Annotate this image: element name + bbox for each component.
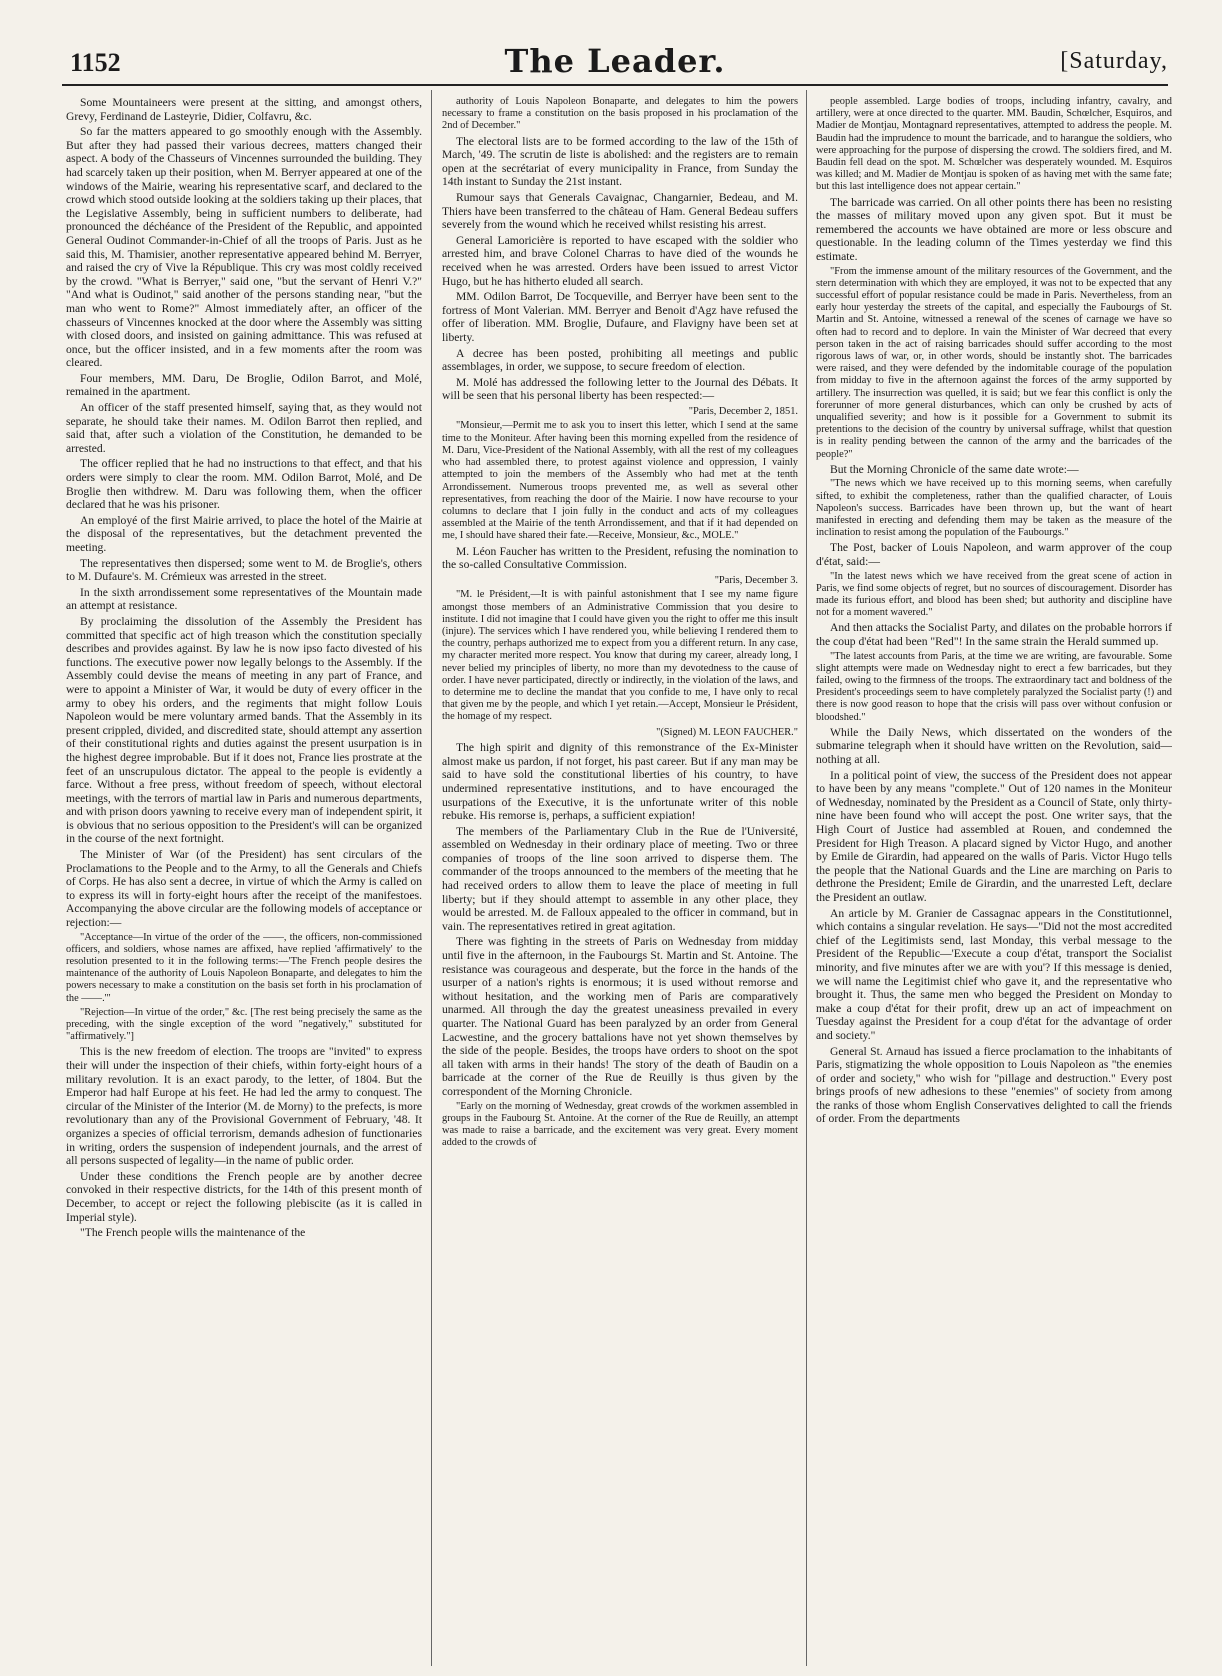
article-paragraph: MM. Odilon Barrot, De Tocqueville, and Berryer have been sent to the fortress of Mont Valerian. MM. Berryer and Benoit d'Agz have refused the offer of liberation. MM. Broglie, Dufaure, and Flavigny have been set at liberty.: [442, 290, 798, 344]
article-paragraph: But the Morning Chronicle of the same date wrote:—: [830, 462, 1079, 476]
column-2: [442, 96, 798, 1664]
column-3: [816, 96, 1172, 1664]
article-paragraph: General Lamoricière is reported to have escaped with the soldier who arrested him, and brave Colonel Charras to have died of the wounds he received when he was arrested. Orders have been issued to arrest Victor Hugo, but he has hitherto eluded all search.: [442, 233, 798, 288]
column-divider: [431, 90, 432, 1666]
quoted-paragraph: "Early on the morning of Wednesday, great crowds of the workmen assembled in groups in the Faubourg St. Antoine. At the corner of the Rue de Reuilly, an attempt was made to raise a barricade, and the excitement was very great. Every moment added to the crowds of: [442, 1100, 798, 1149]
article-paragraph: M. Molé has addressed the following letter to the Journal des Débats. It will be seen that his personal liberty has been respected:—: [442, 375, 798, 403]
article-paragraph: An officer of the staff presented himself, saying that, as they would not separate, he should take their names. M. Odilon Barrot then replied, and said that, after such a violation of the Constitution, he demanded to be arrested.: [66, 401, 422, 455]
quoted-paragraph: "In the latest news which we have received from the great scene of action in Paris, we find some objects of regret, but no sources of discouragement. Disorder has made its furious effort, and blood has been shed; but authority and discipline have not for a moment wavered.": [816, 570, 1172, 619]
article-paragraph: M. Léon Faucher has written to the President, refusing the nomination to the so-called Consultative Commission.: [442, 544, 798, 572]
column-1: [66, 96, 422, 1664]
article-paragraph: "The French people wills the maintenance of the: [80, 1226, 306, 1240]
article-paragraph: A decree has been posted, prohibiting all meetings and public assemblages, in order, we suppose, to secure freedom of election.: [442, 346, 798, 374]
article-paragraph: In the sixth arrondissement some representatives of the Mountain made an attempt at resistance.: [66, 585, 422, 613]
article-paragraph: The officer replied that he had no instructions to that effect, and that his orders were simply to clear the room. MM. Odilon Barrot, Molé, and De Broglie then withdrew. M. Daru was following them, when the officer declared that he was his prisoner.: [66, 457, 422, 512]
article-paragraph: The Post, backer of Louis Napoleon, and warm approver of the coup d'état, said:—: [816, 541, 1172, 569]
article-paragraph: While the Daily News, which dissertated on the wonders of the submarine telegraph when it should have written on the Revolution, said—nothing at all.: [816, 725, 1172, 767]
article-paragraph: The Minister of War (of the President) has sent circulars of the Proclamations to the People and to the Army, to all the Generals and Chiefs of Corps. He has also sent a decree, in virtue of which the Army is called on to express its will in forty-eight hours after the receipt of the manifestoes. Accompanying the above circular are the following models of acceptance or rejection:—: [66, 848, 422, 930]
dateline: "Paris, December 3.: [714, 574, 798, 586]
article-paragraph: By proclaiming the dissolution of the Assembly the President has committed that specific act of high treason which the constitution specially describes and provides against. By law he is now ipso facto divested of his functions. The executive power now legally belongs to the Assembly. If the Assembly could devise the means of meeting in any part of France, and were to appoint a Minister of War, it would be duty of every officer in the army to obey his orders, and the regiments that might follow Louis Napoleon would be mere voluntary armed bands. That the Assembly in its present crippled, divided, and discredited state, should attempt any assertion of their constitutional rights and duties against the present usurpation is in the highest degree improbable. But if it does not, France lies prostrate at the feet of an unscrupulous dictator. The appeal to the people is evidently a farce. Without a free press, without freedom of speech, without electoral meetings, with the terrors of martial law in Paris and numerous departments, and with prison doors yawning to receive every man of independent spirit, it is obvious that no serious opposition to the President's will can be organized in the course of the next fortnight.: [66, 614, 422, 846]
article-paragraph: The electoral lists are to be formed according to the law of the 15th of March, '49. The scrutin de liste is abolished: and the registers are to remain open at the secrétariat of every municipality in France, from Sunday the 14th instant to Sunday the 21st instant.: [442, 134, 798, 189]
quoted-paragraph: "Rejection—In virtue of the order," &c. [The rest being precisely the same as the preceding, with the single exception of the word "negatively," substituted for "affirmatively."]: [66, 1006, 422, 1043]
article-paragraph: Four members, MM. Daru, De Broglie, Odilon Barrot, and Molé, remained in the apartment.: [66, 371, 422, 399]
quoted-paragraph: "From the immense amount of the military resources of the Government, and the stern determination with which they are employed, it was not to be expected that any successful effort of popular resistance could be made in Paris. Nevertheless, from an early hour yesterday the streets of the capital, and especially the Faubourgs of St. Martin and St. Antoine, witnessed a renewal of the scenes of carnage we have so often had to record and to deplore. In vain the Minister of War decreed that every person taken in the act of raising barricades should suffer according to the most rigorous laws of war, or, in other words, should be instantly shot. The barricades were raised, and they were defended by the indomitable courage of the population from midday to five in the afternoon against the forces of the army supported by artillery. The insurrection was quelled, it is said; but we fear this conflict is only the forerunner of more general disturbances, which can only be crushed by acts of unqualified severity; and how is it possible for a Government to submit its pretentions to the decision of the country by universal suffrage, whilst that question is in reality pending between the cannon of the army and the barricades of the people?": [816, 265, 1172, 460]
quoted-paragraph: "M. le Président,—It is with painful astonishment that I see my name figure amongst those members of an Administrative Commission that you desire to institute. I did not imagine that I could have given you the right to offer me this insult (injure). The services which I have rendered you, while believing I rendered them to the country, perhaps authorized me to expect from you a different return. In any case, my character merited more respect. You know that during my career, already long, I never belied my principles of liberty, no more than my devotedness to the cause of order. I have never participated, directly or indirectly, in the violation of the laws, and to determine me to decline the mandat that you confide to me, I have only to recal that given me by the people, and which I yet retain.—Accept, Monsieur le Président, the homage of my respect.: [442, 589, 798, 723]
article-paragraph: The barricade was carried. On all other points there has been no resisting the masses of military moved upon any given spot. But it must be remembered the accounts we have obtained are more or less obscure and questionable. In the leading column of the Times yesterday we find this estimate.: [816, 195, 1172, 263]
article-paragraph: The high spirit and dignity of this remonstrance of the Ex-Minister almost make us pardon, if not forget, his past career. But if any man may be said to have sold the constitutional liberties of his country, to have undermined representative institutions, and to have encouraged the usurpations of the Executive, it is the unfortunate writer of this noble rebuke. His remorse is, perhaps, a sufficient expiation!: [442, 741, 798, 823]
article-paragraph: The representatives then dispersed; some went to M. de Broglie's, others to M. Dufaure's. M. Crémieux was arrested in the street.: [66, 556, 422, 584]
article-paragraph: The members of the Parliamentary Club in the Rue de l'Université, assembled on Wednesday in their ordinary place of meeting. Two or three companies of troops of the line soon arrived to disperse them. The commander of the troops announced to the members of the meeting that he had received orders to allow them to leave the place of meeting in full liberty; but if they should attempt to assemble in any other place, they would be arrested. M. de Falloux appealed to the officer in command, but in vain. The representatives retired in great agitation.: [442, 824, 798, 933]
masthead-title: The Leader.: [504, 42, 726, 80]
column-divider: [806, 90, 807, 1666]
signature: "(Signed) M. LEON FAUCHER.": [656, 726, 798, 738]
article-paragraph: Some Mountaineers were present at the sitting, and amongst others, Grevy, Ferdinand de Lasteyrie, Didier, Colfavru, &c.: [66, 96, 422, 123]
article-paragraph: And then attacks the Socialist Party, and dilates on the probable horrors if the coup d'état had been "Red"! In the same strain the Herald summed up.: [816, 621, 1172, 649]
article-paragraph: An article by M. Granier de Cassagnac appears in the Constitutionnel, which contains a singular revelation. He says—"Did not the most accredited chief of the Legitimists send, last Monday, this verbal message to the President of the Republic—'Execute a coup d'état, transport the Socialist minority, and five minutes after we are with you'? If this message is denied, we will name the Legitimist chief who gave it, and the representative who brought it. Thus, the same men who begged the President on Monday to make a coup d'état for their profit, drew up an act of impeachment on Tuesday against the President for a coup d'état for the advantage of order and society.": [816, 906, 1172, 1042]
quoted-paragraph: "Monsieur,—Permit me to ask you to insert this letter, which I send at the same time to the Moniteur. After having been this morning expelled from the residence of M. Daru, Vice-President of the National Assembly, with all the rest of my colleagues who had assembled there, to protest against violence and oppression, I vainly attempted to join the members of the Assembly who had met at the tenth Arrondissement. Numerous troops prevented me, as well as several other representatives, from reaching the door of the Mairie. I now have recourse to your columns to declare that I join fully in the conduct and acts of my colleagues assembled at the Mairie of the tenth Arrondissement, and that if it had depended on me, I should have shared their fate.—Receive, Monsieur, &c., MOLE.": [442, 420, 798, 542]
quoted-paragraph: "Acceptance—In virtue of the order of the ——, the officers, non-commissioned officers, and soldiers, whose names are affixed, have replied 'affirmatively' to the resolution presented to it in the following terms:—'The French people desires the maintenance of the authority of Louis Napoleon Bonaparte, and delegates to him the powers necessary to make a constitution on the basis set forth in his proclamation of the ——.'": [66, 931, 422, 1004]
article-paragraph: An employé of the first Mairie arrived, to place the hotel of the Mairie at the disposal of the representatives, but the detachment prevented the meeting.: [66, 513, 422, 554]
article-paragraph: General St. Arnaud has issued a fierce proclamation to the inhabitants of Paris, stigmatizing the whole opposition to Louis Napoleon as "the enemies of order and society," who wish for "pillage and destruction." Every post brings proofs of new adhesions to these "enemies" of society from among the ranks of those whom English Conservatives delighted to call the friends of order. From the departments: [816, 1044, 1172, 1126]
quoted-paragraph: people assembled. Large bodies of troops, including infantry, cavalry, and artillery, were at once directed to the quarter. MM. Baudin, Schœlcher, Esquiros, and Madier de Montjau, Montagnard representatives, attempted to address the people. M. Baudin had the imprudence to mount the barricade, and to harangue the soldiers, who were approaching for the purpose of dispersing the crowd. The soldiers fired, and M. Baudin fell dead on the spot. M. Schœlcher was desperately wounded. M. Esquiros was killed; and M. Madier de Montjau is spoken of as having met with the same fate; but this last intelligence does not appear certain.": [816, 96, 1172, 193]
quoted-paragraph: authority of Louis Napoleon Bonaparte, and delegates to him the powers necessary to frame a constitution on the basis proposed in his proclamation of the 2nd of December.": [442, 96, 798, 132]
article-paragraph: In a political point of view, the success of the President does not appear to have been by any means "complete." Out of 120 names in the Moniteur of Wednesday, nominated by the President as a Council of State, only thirty-nine have been found who will accept the post. One writer says, that the High Court of Justice had assembled at Rouen, and condemned the President for High Treason. A placard signed by Victor Hugo, and another by Emile de Girardin, had appeared on the walls of Paris. Victor Hugo tells the people that the National Guards and the Line are marching on Paris to dethrone the President; Emile de Girardin, and the unarrested Left, declare the President an outlaw.: [816, 768, 1172, 904]
page-header: [62, 38, 1168, 88]
quoted-paragraph: "The latest accounts from Paris, at the time we are writing, are favourable. Some slight attempts were made on Wednesday night to erect a few barricades, but they failed, owing to the firmness of the troops. The extraordinary tact and boldness of the President's proceedings seem to have completely paralyzed the Socialist party (!) and there is now good reason to hope that the crisis will pass over without confusion or bloodshed.": [816, 650, 1172, 723]
article-paragraph: This is the new freedom of election. The troops are "invited" to express their will under the inspection of their chiefs, within forty-eight hours of a military revolution. It is an exact parody, to the letter, of 1804. But the Emperor had half Europe at his feet. He had led the army to conquest. The circular of the Minister of the Interior (M. de Morny) to the prefects, is more revolutionary than any of the Provisional Government of February, '48. It organizes a species of official terrorism, demands adhesion of functionaries in writing, orders the suspension of independent journals, and the arrest of all persons suspected of legality—in the name of public order.: [66, 1045, 422, 1168]
article-paragraph: Under these conditions the French people are by another decree convoked in their respective districts, for the 14th of this present month of December, to accept or reject the following plebiscite (as it is called in Imperial style).: [66, 1169, 422, 1224]
issue-day: [Saturday,: [1060, 48, 1168, 74]
header-rule: [62, 84, 1168, 86]
quoted-paragraph: "The news which we have received up to this morning seems, when carefully sifted, to exhibit the completeness, rather than the qualified character, of Louis Napoleon's success. Barricades have been thrown up, but the want of heart manifested in erecting and defending them may be taken as the measure of the inclination to resist among the population of the Faubourgs.": [816, 478, 1172, 539]
page-number: 1152: [70, 48, 121, 77]
dateline: "Paris, December 2, 1851.: [688, 405, 798, 417]
article-paragraph: So far the matters appeared to go smoothly enough with the Assembly. But after they had passed their various decrees, matters changed their aspect. A body of the Chasseurs of Vincennes surrounded the building. They had scarcely taken up their position, when M. Berryer appeared at one of the windows of the Mairie, wearing his representative scarf, and declared to the crowd which stood outside looking at the soldiers taking up their places, that the Legislative Assembly, being in sufficient numbers to deliberate, had pronounced the déchéance of the President of the Republic, and appointed General Oudinot Commander-in-Chief of all the troops of Paris. Just as he said this, M. Thamisier, another representative appeared behind M. Berryer, and raised the cry of Vive la République. This cry was most coldly received by the crowd. "What is Berryer," said one, "but the servant of Henri V.?" "And what is Oudinot," said another of the persons standing near, "but the man who went to Rome?" Almost immediately after, an officer of the chasseurs of Vincennes knocked at the door where the Assembly was sitting with closed doors, and insisted on gaining admittance. This was refused at once, but the officer insisted, and in a few moments after the room was cleared.: [66, 125, 422, 370]
article-paragraph: There was fighting in the streets of Paris on Wednesday from midday until five in the afternoon, in the Faubourgs St. Martin and St. Antoine. The resistance was courageous and desperate, but the force in the hands of the usurper of a nation's rights is enormous; it is used without remorse and without hesitation, and the working men of Paris are comparatively unarmed. All through the day the greatest uneasiness prevailed in every quarter. The National Guard has been paralyzed by an order from General Lacwestine, and the grocery battalions have not yet shown themselves by the side of the people. Besides, the troops have orders to shoot on the spot all taken with arms in their hands! The story of the death of Baudin on a barricade at the corner of the Rue de Reuilly is thus given by the correspondent of the Morning Chronicle.: [442, 935, 798, 1098]
article-paragraph: Rumour says that Generals Cavaignac, Changarnier, Bedeau, and M. Thiers have been transferred to the château of Ham. General Bedeau suffers severely from the wound which he received whilst resisting his arrest.: [442, 190, 798, 232]
